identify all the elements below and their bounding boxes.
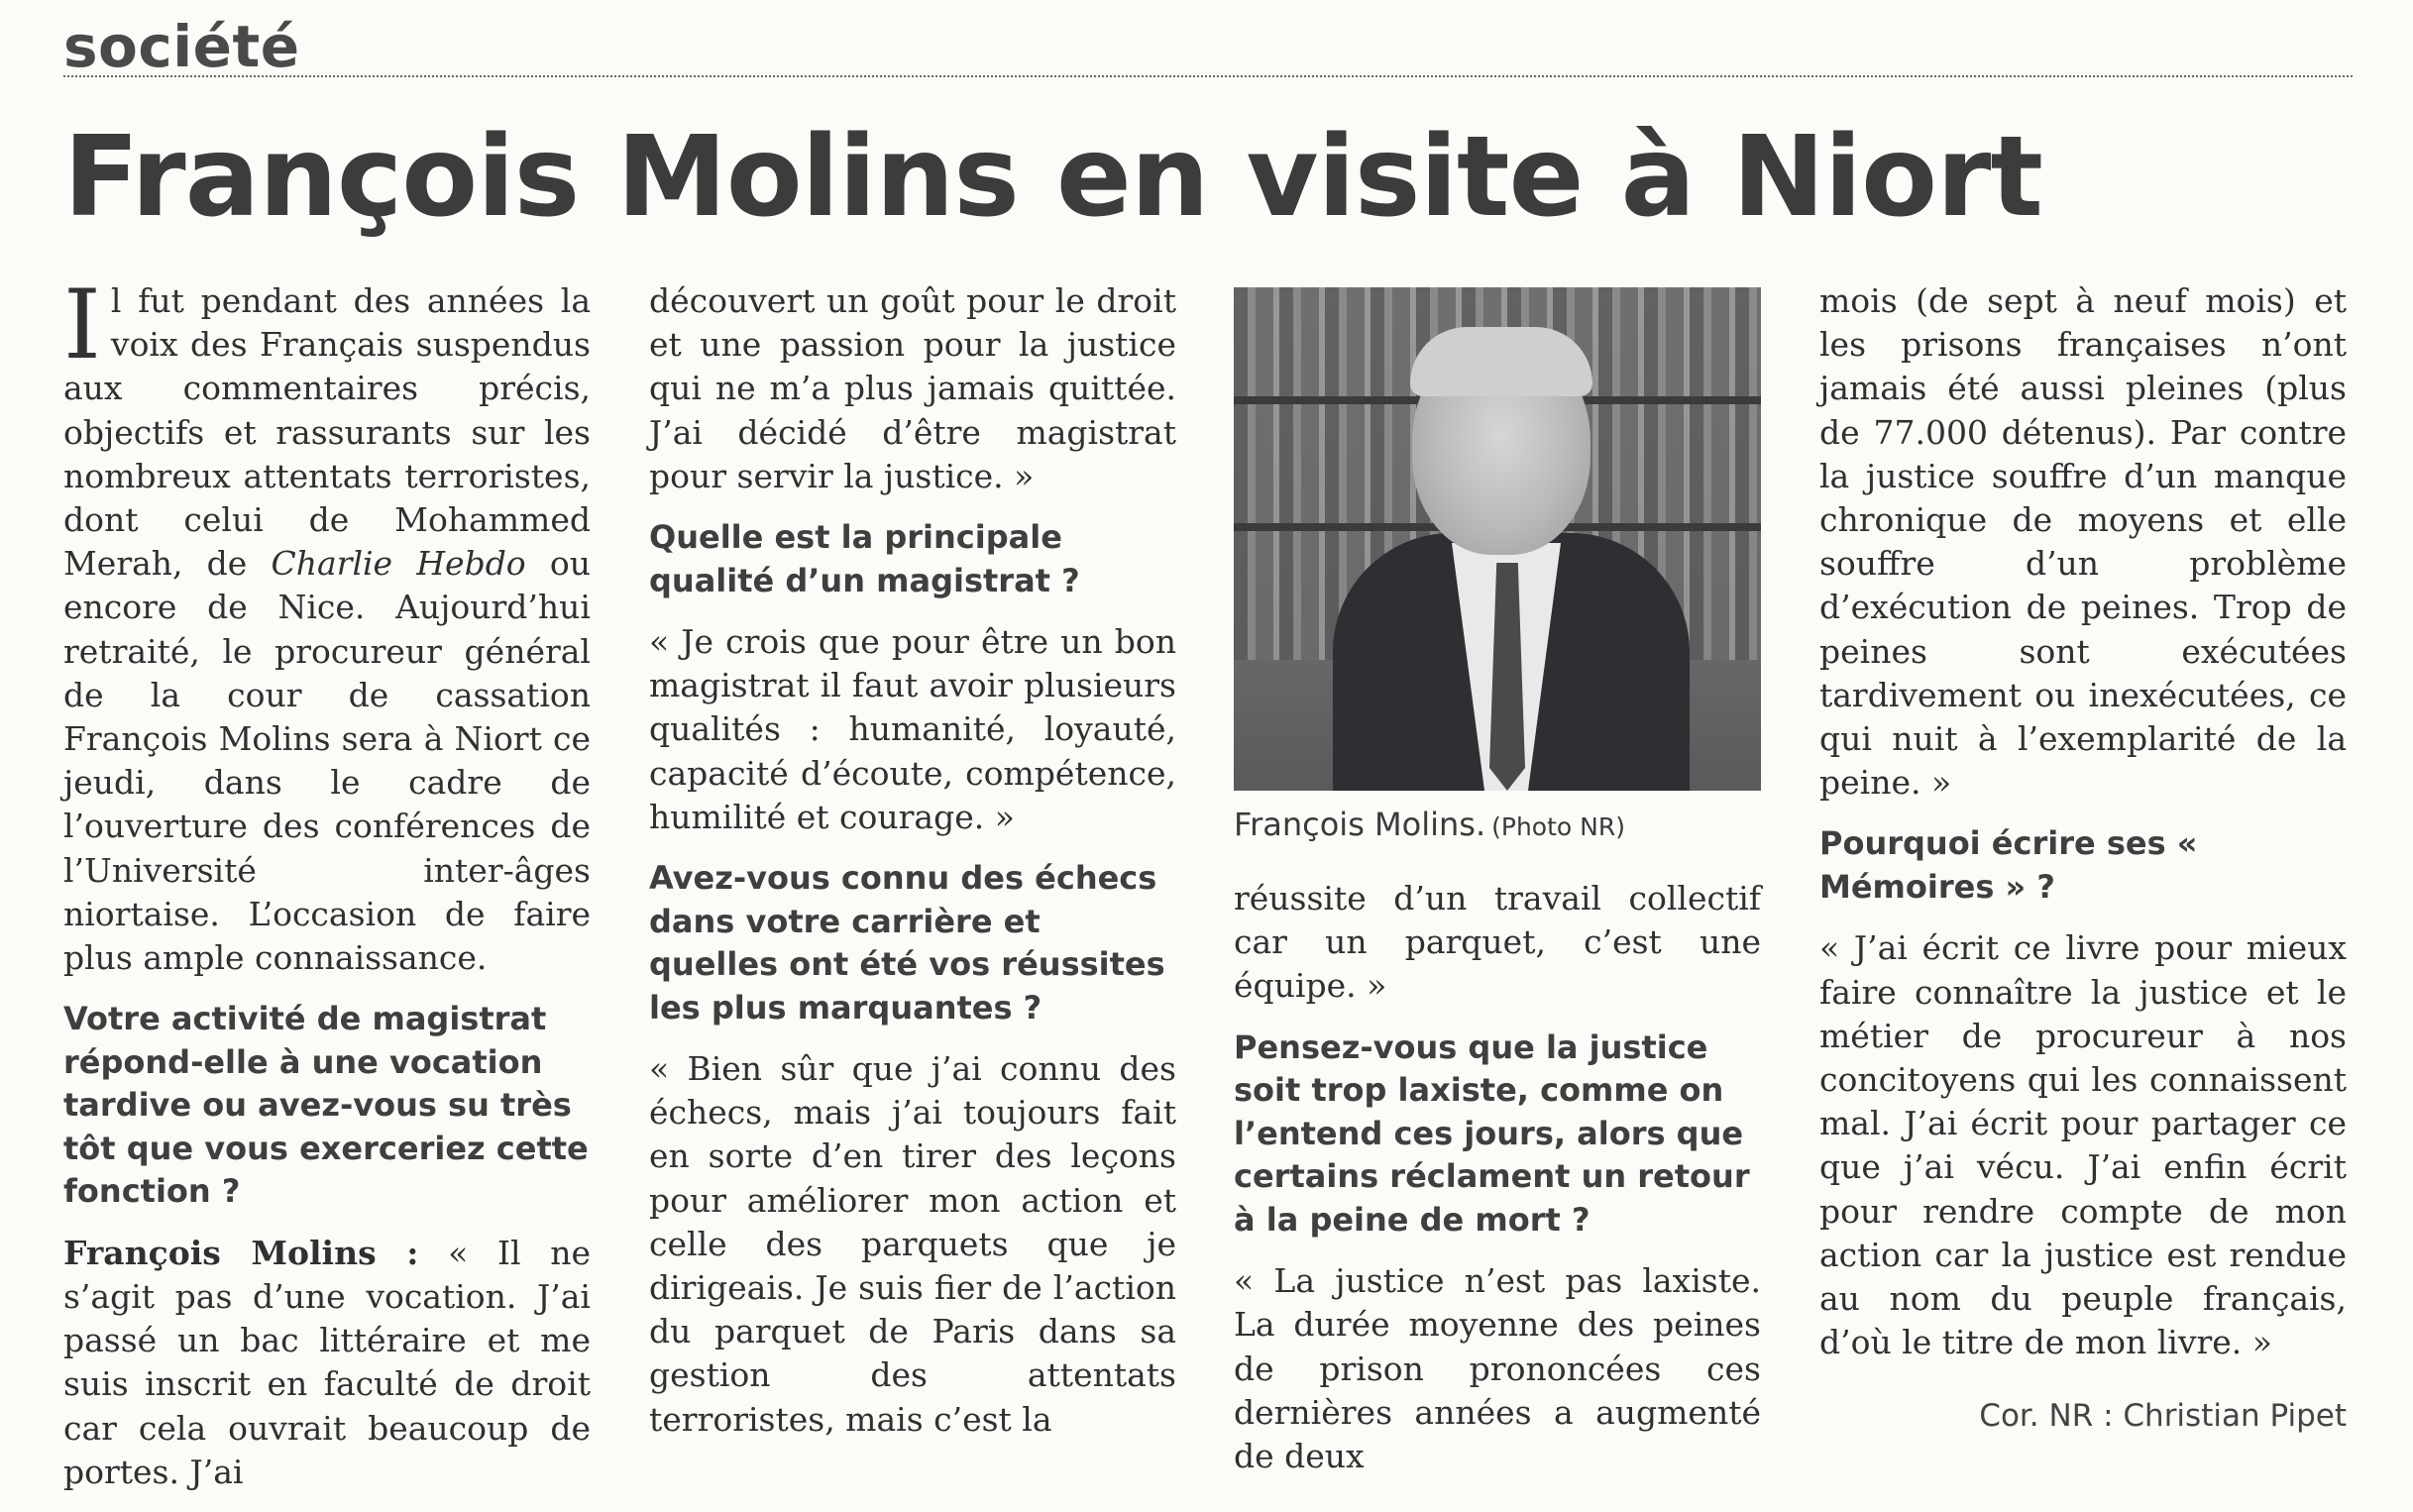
question-3: Avez-vous connu des échecs dans votre carrière et quelles ont été vos réussites les plus marquantes ? [649,859,1165,1026]
photo-caption [1234,805,1761,847]
byline: Cor. NR : Christian Pipet [1979,1398,2347,1435]
question-4: Pensez-vous que la justice soit trop laxiste, comme on l’entend ces jours, alors que certains réclament un retour à la peine de mort ? [1234,1027,1750,1239]
article-column-4 [1819,279,2347,1439]
speaker-name: François Molins : [63,1233,419,1272]
answer-1-part-2: découvert un goût pour le droit et une passion pour la justice qui ne m’a plus jamais quittée. J’ai décidé d’être magistrat pour servir la justice. » [649,281,1176,495]
question-5: Pourquoi écrire ses « Mémoires » ? [1819,824,2198,906]
answer-1-part-1 [63,1232,591,1494]
drop-cap: I [63,270,101,380]
answer-3-part-2: réussite d’un travail collectif car un parquet, c’est une équipe. » [1234,879,1761,1006]
section-rule [63,75,2353,77]
answer-5: « J’ai écrit ce livre pour mieux faire connaître la justice et le métier de procureur à nos concitoyens qui les connaissent mal. J’ai écrit pour partager ce que j’ai vécu. J’ai enfin écrit pour rendre compte de mon action car la justice est rendue au nom du peuple français, d’où le titre de mon livre. » [1819,928,2347,1362]
intro-italic: Charlie Hebdo [271,544,526,584]
article-column-2 [649,279,1176,1459]
hair [1410,327,1592,396]
intro-text: l fut pendant des années la voix des Français suspendus aux commentaires précis, objectifs et rassurants sur les nombreux attentats terroristes, dont celui de Mohammed Merah, de [63,281,591,584]
intro-text-end: ou encore de Nice. Aujourd’hui retraité, le procureur général de la cour de cassation François Molins sera à Niort ce jeudi, dans le cadre de l’ouverture des conférences de l’Université inter-âges niortaise. L’occasion de faire plus ample connaissance. [63,544,591,978]
answer-2: « Je crois que pour être un bon magistrat il faut avoir plusieurs qualités : humanité, loyauté, capacité d’écoute, compétence, humilité et courage. » [649,622,1176,836]
answer-3-part-1: « Bien sûr que j’ai connu des échecs, mais j’ai toujours fait en sorte d’en tirer des leçons pour améliorer mon action et celle des parquets que je dirigeais. Je suis fier de l’action du parquet de Paris dans sa gestion des attentats terroristes, mais c’est la [649,1049,1176,1439]
question-2: Quelle est la principale qualité d’un magistrat ? [649,518,1080,599]
answer-4-part-1: « La justice n’est pas laxiste. La durée moyenne des peines de prison prononcées ces dernières années a augmenté de deux [1234,1261,1761,1475]
article-column-1 [63,270,591,1512]
photo-credit: (Photo NR) [1491,812,1625,841]
section-label: société [63,13,300,80]
caption-text: François Molins. [1234,806,1486,843]
answer-1-text: « Il ne s’agit pas d’une vocation. J’ai passé un bac littéraire et me suis inscrit en faculté de droit car cela ouvrait beaucoup de portes. J’ai [63,1233,591,1491]
intro-paragraph [63,270,591,980]
answer-4-part-2: mois (de sept à neuf mois) et les prisons françaises n’ont jamais été aussi pleines (plus de 77.000 détenus). Par contre la justice souffre d’un manque chronique de moyens et elle souffre d’un problème d’exécution de peines. Trop de peines sont exécutées tardivement ou inexécutées, ce qui nuit à l’exemplarité de la peine. » [1819,281,2347,803]
question-1: Votre activité de magistrat répond-elle à une vocation tardive ou avez-vous su très tôt que vous exerceriez cette fonction ? [63,1000,589,1211]
article-column-3 [1234,279,1761,1496]
portrait-photo [1234,287,1761,791]
article-headline: François Molins en visite à Niort [63,113,2042,242]
